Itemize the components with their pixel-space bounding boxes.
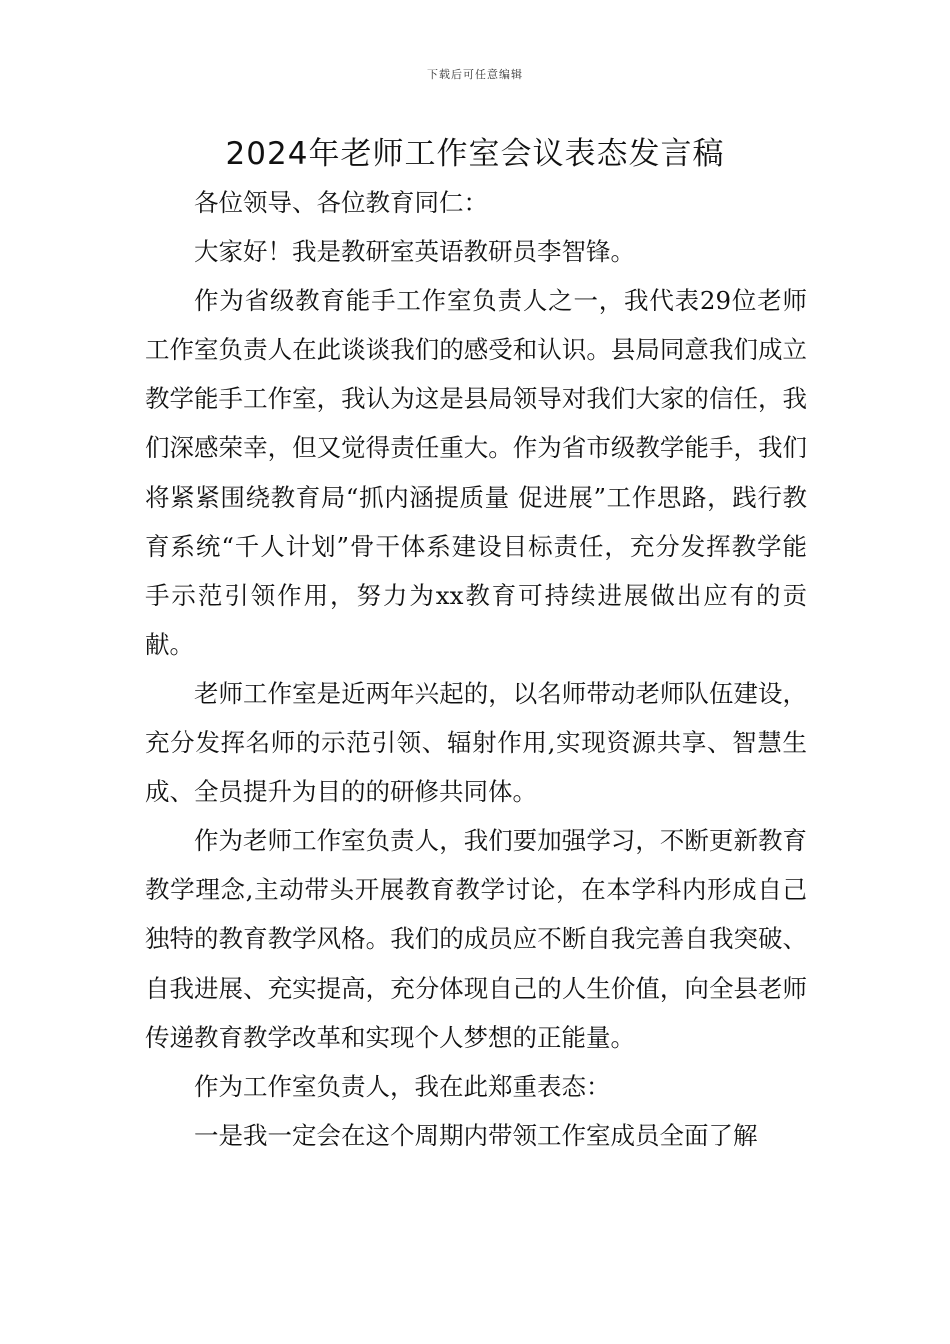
paragraph-salutation: 各位领导、各位教育同仁：: [194, 188, 488, 217]
document-title: 2024年老师工作室会议表态发言稿: [225, 136, 725, 172]
document-body: [145, 178, 807, 1160]
paragraph: 作为省级教育能手工作室负责人之一，我代表29位老师工作室负责人在此谈谈我们的感受和认识。县局同意我们成立教学能手工作室，我认为这是县局领导对我们大家的信任，我们深感荣幸，但又觉得责任重大。作为省市级教学能手，我们将紧紧围绕教育局“抓内涵提质量 促进展”工作思路，践行教育系统“千人计划”骨干体系建设目标责任，充分发挥教学能手示范引领作用，努力为xx教育可持续进展做出应有的贡献。: [145, 286, 807, 659]
paragraph-greeting: 大家好！我是教研室英语教研员李智锋。: [194, 237, 635, 267]
paragraph: 老师工作室是近两年兴起的，以名师带动老师队伍建设，充分发挥名师的示范引领、辐射作用,实现资源共享、智慧生成、全员提升为目的的研修共同体。: [145, 678, 807, 807]
paragraph: 一是我一定会在这个周期内带领工作室成员全面了解: [194, 1120, 758, 1150]
paragraph: 作为老师工作室负责人，我们要加强学习，不断更新教育教学理念,主动带头开展教育教学讨论，在本学科内形成自己独特的教育教学风格。我们的成员应不断自我完善自我突破、自我进展、充实提高，充分体现自己的人生价值，向全县老师传递教育教学改革和实现个人梦想的正能量。: [145, 826, 807, 1052]
page-header-note: 下载后可任意编辑: [427, 68, 523, 81]
paragraph: 作为工作室负责人，我在此郑重表态：: [194, 1071, 611, 1101]
